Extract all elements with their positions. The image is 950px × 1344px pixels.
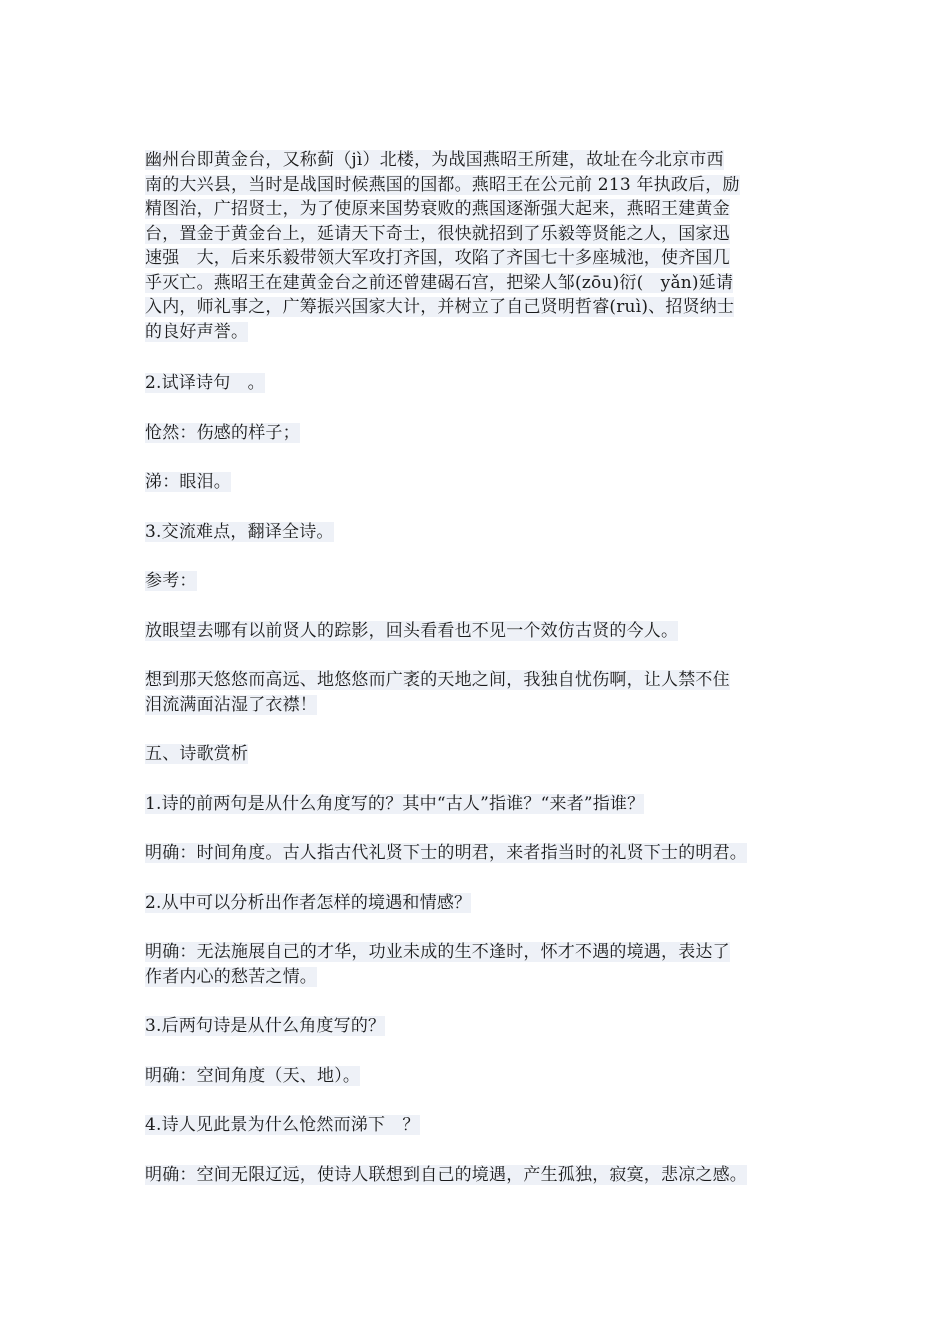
text-line: 的良好声誉。: [145, 321, 249, 342]
text-line: 精图治，广招贤士，为了使原来国势衰败的燕国逐渐强大起来，燕昭王建黄金: [145, 199, 730, 219]
text-line: 放眼望去哪有以前贤人的踪影，回头看看也不见一个效仿古贤的今人。: [145, 620, 679, 641]
text-line: 五、诗歌赏析: [145, 744, 249, 764]
text-line: 3.后两句诗是从什么角度写的？: [145, 1016, 386, 1036]
answer-1: [145, 841, 810, 866]
text-line: 作者内心的愁苦之情。: [145, 966, 317, 987]
document-page: [145, 148, 810, 1212]
text-line: 幽州台即黄金台，又称蓟（jì）北楼，为战国燕昭王所建，故址在今北京市西: [145, 150, 724, 170]
translation-line-1: [145, 619, 810, 644]
text-line: 怆然：伤感的样子；: [145, 422, 300, 443]
translate-heading: [145, 371, 810, 396]
text-line: 2.从中可以分析出作者怎样的境遇和情感？: [145, 892, 472, 913]
answer-2: [145, 940, 810, 989]
text-line: 参考：: [145, 571, 197, 591]
note-chuangran: [145, 421, 810, 446]
answer-3: [145, 1064, 810, 1089]
translation-line-2: [145, 668, 810, 717]
text-line: 3.交流难点，翻译全诗。: [145, 521, 334, 542]
text-line: 台，置金于黄金台上，延请天下奇士，很快就招到了乐毅等贤能之人，国家迅: [145, 223, 730, 244]
question-4: [145, 1113, 810, 1138]
text-line: 南的大兴县，当时是战国时候燕国的国都。燕昭王在公元前 213 年执政后，励: [145, 174, 740, 195]
section-heading: [145, 742, 810, 767]
intro-paragraph: [145, 148, 810, 344]
text-line: 速强 大，后来乐毅带领大军攻打齐国，攻陷了齐国七十多座城池，使齐国几: [145, 248, 730, 268]
text-line: 明确：空间角度（天、地）。: [145, 1065, 361, 1086]
text-line: 乎灭亡。燕昭王在建黄金台之前还曾建碣石宫，把梁人邹(zōu)衍( yǎn)延请: [145, 272, 734, 293]
text-line: 泪流满面沾湿了衣襟！: [145, 694, 317, 715]
text-line: 1.诗的前两句是从什么角度写的？其中“古人”指谁？“来者”指谁？: [145, 793, 645, 814]
text-line: 涕：眼泪。: [145, 472, 231, 492]
question-3: [145, 1014, 810, 1039]
reference-label: [145, 569, 810, 594]
text-line: 明确：时间角度。古人指古代礼贤下士的明君，来者指当时的礼贤下士的明君。: [145, 843, 747, 863]
text-line: 4.诗人见此景为什么怆然而涕下 ？: [145, 1115, 420, 1135]
text-line: 想到那天悠悠而高远、地悠悠而广袤的天地之间，我独自忧伤啊，让人禁不住: [145, 670, 730, 690]
answer-4: [145, 1163, 810, 1188]
note-ti: [145, 470, 810, 495]
text-line: 入内，师礼事之，广筹振兴国家大计，并树立了自己贤明哲睿(ruì)、招贤纳士: [145, 297, 735, 317]
text-line: 明确：空间无限辽远，使诗人联想到自己的境遇，产生孤独，寂寞，悲凉之感。: [145, 1164, 747, 1185]
question-2: [145, 891, 810, 916]
discuss-heading: [145, 520, 810, 545]
question-1: [145, 792, 810, 817]
text-line: 明确：无法施展自己的才华，功业未成的生不逢时，怀才不遇的境遇，表达了: [145, 942, 730, 962]
text-line: 2.试译诗句 。: [145, 373, 265, 393]
